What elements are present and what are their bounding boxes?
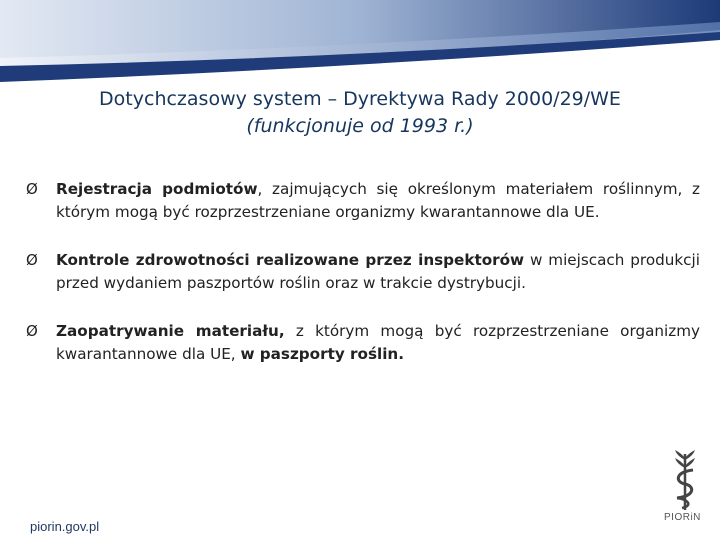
bullet-list	[26, 178, 700, 391]
bullet-arrow-icon: Ø	[26, 251, 38, 269]
bullet-item	[26, 320, 700, 366]
bullet-arrow-icon: Ø	[26, 322, 38, 340]
bullet-arrow-icon: Ø	[26, 180, 38, 198]
bullet-bold: Kontrole zdrowotności realizowane przez inspektorów	[56, 251, 525, 269]
title-line-2: (funkcjonuje od 1993 r.)	[246, 115, 474, 137]
bullet-text: , zajmujących się określonym materiałem roślinnym, z którym mogą być rozprzestrzeniane organizmy kwarantannowe dla UE.	[56, 180, 700, 221]
bullet-bold: Zaopatrywanie materiału,	[56, 322, 285, 340]
bullet-item	[26, 178, 700, 224]
bullet-item	[26, 249, 700, 295]
bullet-bold-end: w paszporty roślin.	[240, 345, 404, 363]
footer-url[interactable]: piorin.gov.pl	[30, 519, 100, 534]
logo-text: PIORiN	[664, 512, 701, 523]
bullet-text: w miejscach produkcji przed wydaniem paszportów roślin oraz w trakcie dystrybucji.	[56, 251, 700, 292]
bullet-bold: Rejestracja podmiotów	[56, 180, 258, 198]
bullet-text: z którym mogą być rozprzestrzeniane organizmy kwarantannowe dla UE,	[56, 322, 700, 363]
slide-title	[40, 86, 680, 140]
title-line-1: Dotychczasowy system – Dyrektywa Rady 2000/29/WE	[99, 88, 621, 110]
header-band	[0, 0, 720, 82]
